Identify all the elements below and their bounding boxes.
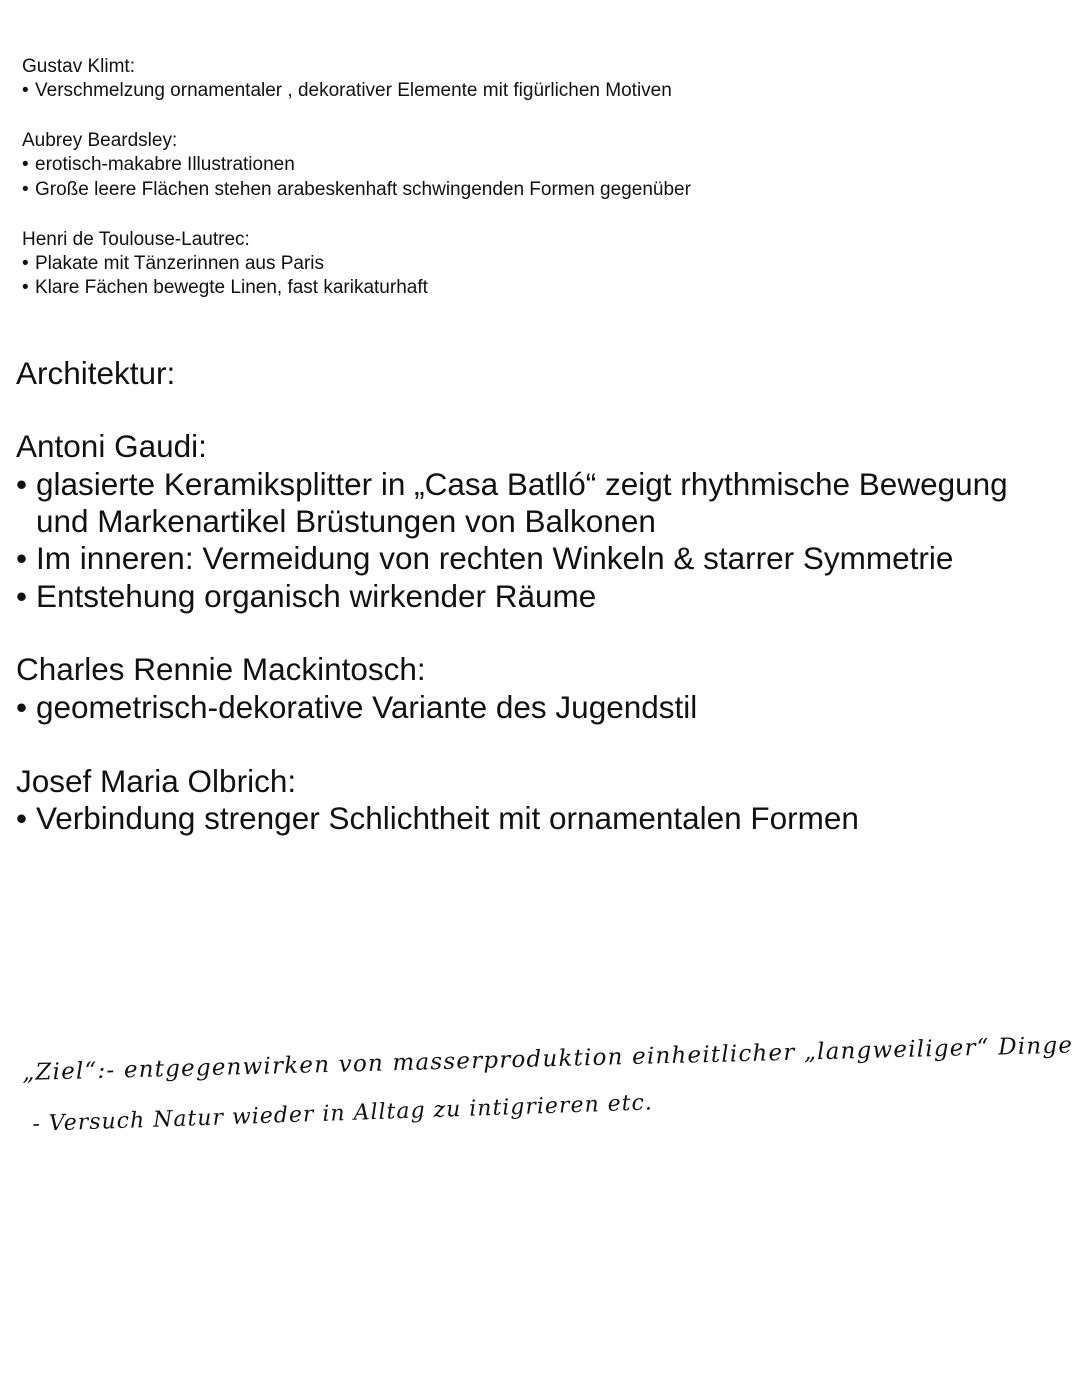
bullet-icon: • xyxy=(16,466,28,502)
olbrich-bullet xyxy=(16,799,859,837)
beardsley-bullet xyxy=(22,178,691,202)
architektur-heading: Architektur: xyxy=(16,355,176,391)
bullet-text: Im inneren: Vermeidung von rechten Winkeln & starrer Symmetrie xyxy=(36,540,954,576)
bullet-text: und Markenartikel Brüstungen von Balkonen xyxy=(36,503,656,539)
bullet-icon: • xyxy=(22,253,29,274)
bullet-text: Plakate mit Tänzerinnen aus Paris xyxy=(35,253,325,274)
bullet-text: Verbindung strenger Schlichtheit mit ornamentalen Formen xyxy=(36,800,859,836)
gaudi-bullet-continued xyxy=(16,502,656,540)
mackintosh-bullet xyxy=(16,688,697,726)
mackintosh-heading: Charles Rennie Mackintosch: xyxy=(16,651,426,687)
handwritten-note-line-2: - Versuch Natur wieder in Alltag zu intigrieren etc. xyxy=(32,1090,654,1137)
bullet-text: glasierte Keramiksplitter in „Casa Batlló“ zeigt rhythmische Bewegung xyxy=(36,466,1008,502)
bullet-text: Entstehung organisch wirkender Räume xyxy=(36,578,597,614)
bullet-icon: • xyxy=(16,540,28,576)
bullet-text: erotisch-makabre Illustrationen xyxy=(35,154,295,175)
beardsley-bullet xyxy=(22,153,295,177)
klimt-heading: Gustav Klimt: xyxy=(22,56,135,77)
bullet-text: geometrisch-dekorative Variante des Jugendstil xyxy=(36,689,698,725)
bullet-icon: • xyxy=(22,179,29,200)
bullet-icon: • xyxy=(16,689,28,725)
klimt-bullet xyxy=(22,79,672,103)
handwritten-note-line-1: „Ziel“:- entgegenwirken von masserproduktion einheitlicher „langweiliger“ Dinge xyxy=(22,1032,1074,1086)
gaudi-bullet xyxy=(16,577,596,615)
olbrich-heading: Josef Maria Olbrich: xyxy=(16,763,297,799)
gaudi-heading: Antoni Gaudi: xyxy=(16,428,207,464)
bullet-icon: • xyxy=(22,277,29,298)
bullet-text: Verschmelzung ornamentaler , dekorativer Elemente mit figürlichen Motiven xyxy=(35,80,672,101)
lautrec-bullet xyxy=(22,252,324,276)
gaudi-bullet xyxy=(16,539,953,577)
bullet-text: Klare Fächen bewegte Linen, fast karikaturhaft xyxy=(35,277,428,298)
lautrec-heading: Henri de Toulouse-Lautrec: xyxy=(22,229,250,250)
bullet-icon: • xyxy=(16,800,28,836)
bullet-icon: • xyxy=(22,154,29,175)
bullet-text: Große leere Flächen stehen arabeskenhaft schwingenden Formen gegenüber xyxy=(35,179,691,200)
bullet-icon: • xyxy=(16,578,28,614)
gaudi-bullet xyxy=(16,465,1008,503)
lautrec-bullet xyxy=(22,276,428,300)
bullet-icon: • xyxy=(22,80,29,101)
beardsley-heading: Aubrey Beardsley: xyxy=(22,130,178,151)
